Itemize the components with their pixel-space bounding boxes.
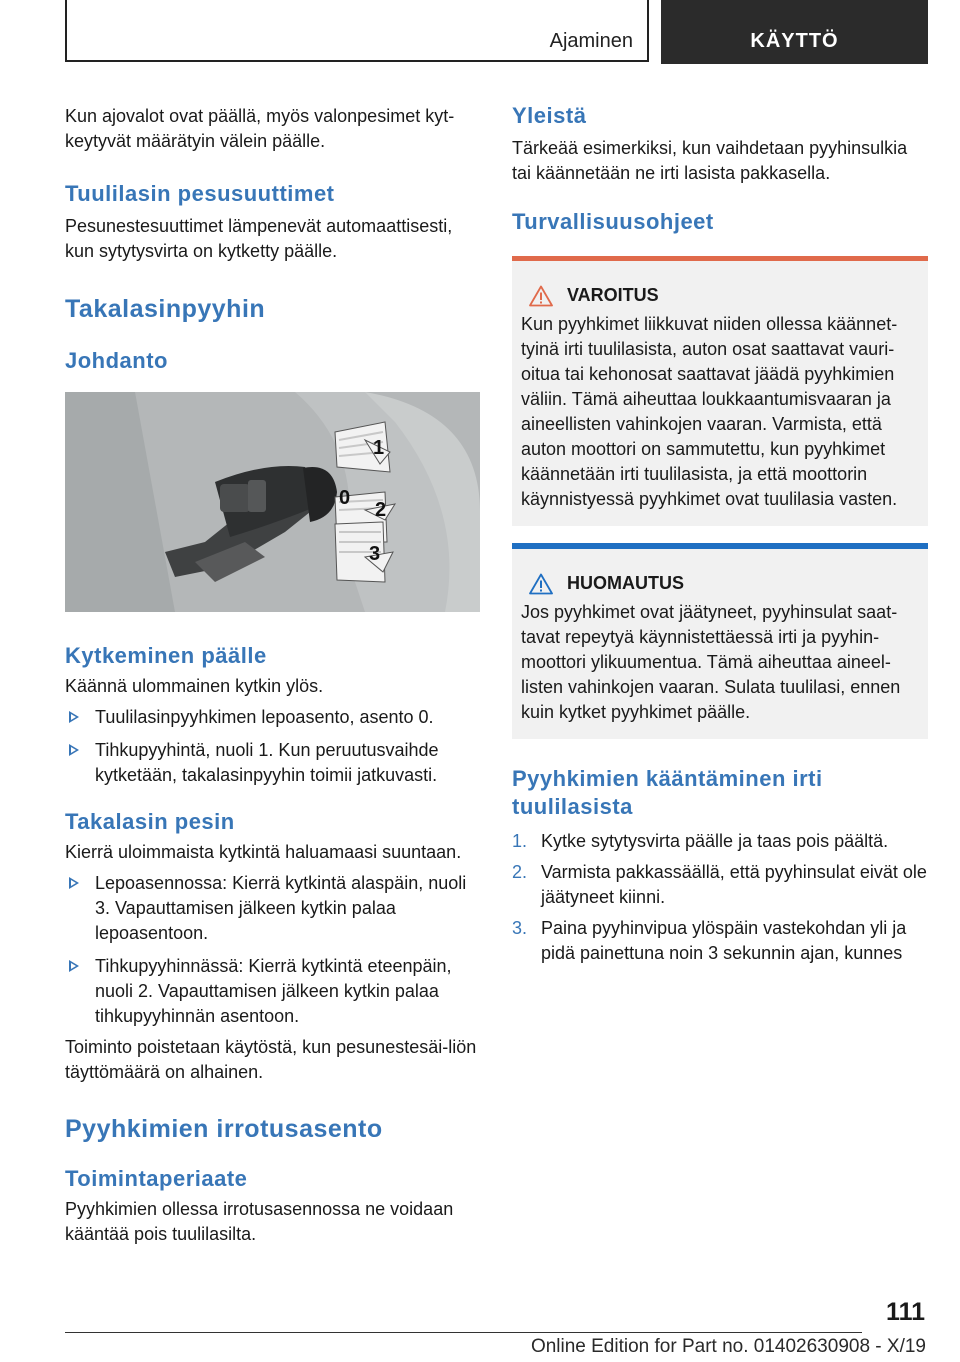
chapter-tab xyxy=(661,0,928,64)
fold-steps-list xyxy=(512,829,928,966)
warning-text: Kun pyyhkimet liikkuvat niiden ollessa käännet-tyinä irti tuulilasista, auton osat saattavat vauri-oitua tai kehonosat saattavat jäädä pyyhkimien väliin. Tämä aiheuttaa loukkaantumisvaaran ja aineellisten vahinkojen vaaran. Varmista, että auton moottori on sammutettu, kun pyyhkimet käännetään irti tuulilasista, ja että moottorin käynnistyessä pyyhkimet ovat tuulilasia vasten. xyxy=(521,314,898,509)
heading-safety: Turvallisuusohjeet xyxy=(512,209,714,234)
notice-box xyxy=(512,543,928,739)
triangle-bullet-icon xyxy=(69,877,79,889)
heading-rear-wiper: Takalasinpyyhin xyxy=(65,295,266,323)
footer-divider xyxy=(65,1332,862,1333)
chapter-title: KÄYTTÖ xyxy=(750,30,839,52)
warning-title: VAROITUS xyxy=(567,285,659,305)
washer-off-paragraph: Toiminto poistetaan käytöstä, kun pesunestesäi-liön täyttömäärä on alhainen. xyxy=(65,1037,477,1082)
footer-edition: Online Edition for Part no. 01402630908 - X/19 xyxy=(530,1336,926,1357)
list-item: Tihkupyyhinnässä: Kierrä kytkintä eteenpäin, nuoli 2. Vapauttamisen jälkeen kytkin palaa tihkupyyhinnän asentoon. xyxy=(65,954,480,1029)
notice-triangle-icon xyxy=(529,573,553,595)
figure-label-3: 3 xyxy=(369,543,381,565)
intro-paragraph: Kun ajovalot ovat päällä, myös valonpesimet kyt-keytyvät määrätyin välein päälle. xyxy=(65,106,455,151)
section-title: Ajaminen xyxy=(549,30,633,52)
switch-on-list xyxy=(65,705,480,788)
list-item: 3. Paina pyyhinvipua ylöspäin vastekohdan yli ja pidä painettuna noin 3 sekunnin ajan, kunnes xyxy=(512,918,907,963)
wiper-stalk-figure xyxy=(65,392,480,612)
list-item: 1. Kytke sytytysvirta päälle ja taas pois päältä. xyxy=(512,831,889,851)
page-number: 111 xyxy=(886,1298,925,1326)
notice-title-row xyxy=(521,571,919,596)
triangle-bullet-icon xyxy=(69,744,79,756)
washers-paragraph: Pesunestesuuttimet lämpenevät automaattisesti, kun sytytysvirta on kytketty päälle. xyxy=(65,216,453,261)
list-item: 2. Varmista pakkassäällä, että pyyhinsulat eivät ole jäätyneet kiinni. xyxy=(512,862,927,907)
wiper-stalk-illustration xyxy=(65,392,480,612)
general-paragraph: Tärkeää esimerkiksi, kun vaihdetaan pyyhinsulkia tai käännetään ne irti lasista pakkasella. xyxy=(512,138,908,183)
heading-washers: Tuulilasin pesusuuttimet xyxy=(65,181,335,206)
triangle-bullet-icon xyxy=(69,711,79,723)
heading-switch-on: Kytkeminen päälle xyxy=(65,643,267,668)
heading-introduction: Johdanto xyxy=(65,348,168,373)
warning-title-row xyxy=(521,283,919,308)
left-column xyxy=(65,98,480,1247)
heading-rear-washer: Takalasin pesin xyxy=(65,809,235,834)
right-column xyxy=(512,98,928,966)
list-item: Tihkupyyhintä, nuoli 1. Kun peruutusvaihde kytketään, takalasinpyyhin toimii jatkuvasti. xyxy=(65,738,480,788)
notice-text: Jos pyyhkimet ovat jäätyneet, pyyhinsulat saat-tavat repeytyä käynnistettäessä irti ja pyyhin-moottori ylikuumentua. Tämä aiheuttaa aineel-listen vahinkojen vaaran. Sulata tuulilasi, ennen kuin kytket pyyhkimet päälle. xyxy=(521,602,901,722)
list-item: Lepoasennossa: Kierrä kytkintä alaspäin, nuoli 3. Vapauttamisen jälkeen kytkin palaa lepoasentoon. xyxy=(65,871,480,946)
heading-fold-wipers: Pyyhkimien kääntäminen irti tuulilasista xyxy=(512,766,823,819)
figure-label-1: 1 xyxy=(373,437,385,459)
triangle-bullet-icon xyxy=(69,960,79,972)
switch-on-paragraph: Käännä ulommainen kytkin ylös. xyxy=(65,676,324,696)
warning-box xyxy=(512,256,928,526)
heading-principle: Toimintaperiaate xyxy=(65,1166,248,1191)
figure-label-0: 0 xyxy=(339,487,351,509)
principle-paragraph: Pyyhkimien ollessa irrotusasennossa ne voidaan kääntää pois tuulilasilta. xyxy=(65,1199,454,1244)
section-tab xyxy=(65,0,649,62)
heading-general: Yleistä xyxy=(512,103,587,128)
rear-washer-paragraph: Kierrä uloimmaista kytkintä haluamaasi suuntaan. xyxy=(65,842,462,862)
warning-triangle-icon xyxy=(529,285,553,307)
rear-washer-list xyxy=(65,871,480,1029)
page-header xyxy=(65,0,928,64)
list-item: Tuulilasinpyyhkimen lepoasento, asento 0. xyxy=(65,705,480,730)
heading-release-position: Pyyhkimien irrotusasento xyxy=(65,1115,383,1143)
notice-title: HUOMAUTUS xyxy=(567,573,684,593)
figure-label-2: 2 xyxy=(375,499,387,521)
